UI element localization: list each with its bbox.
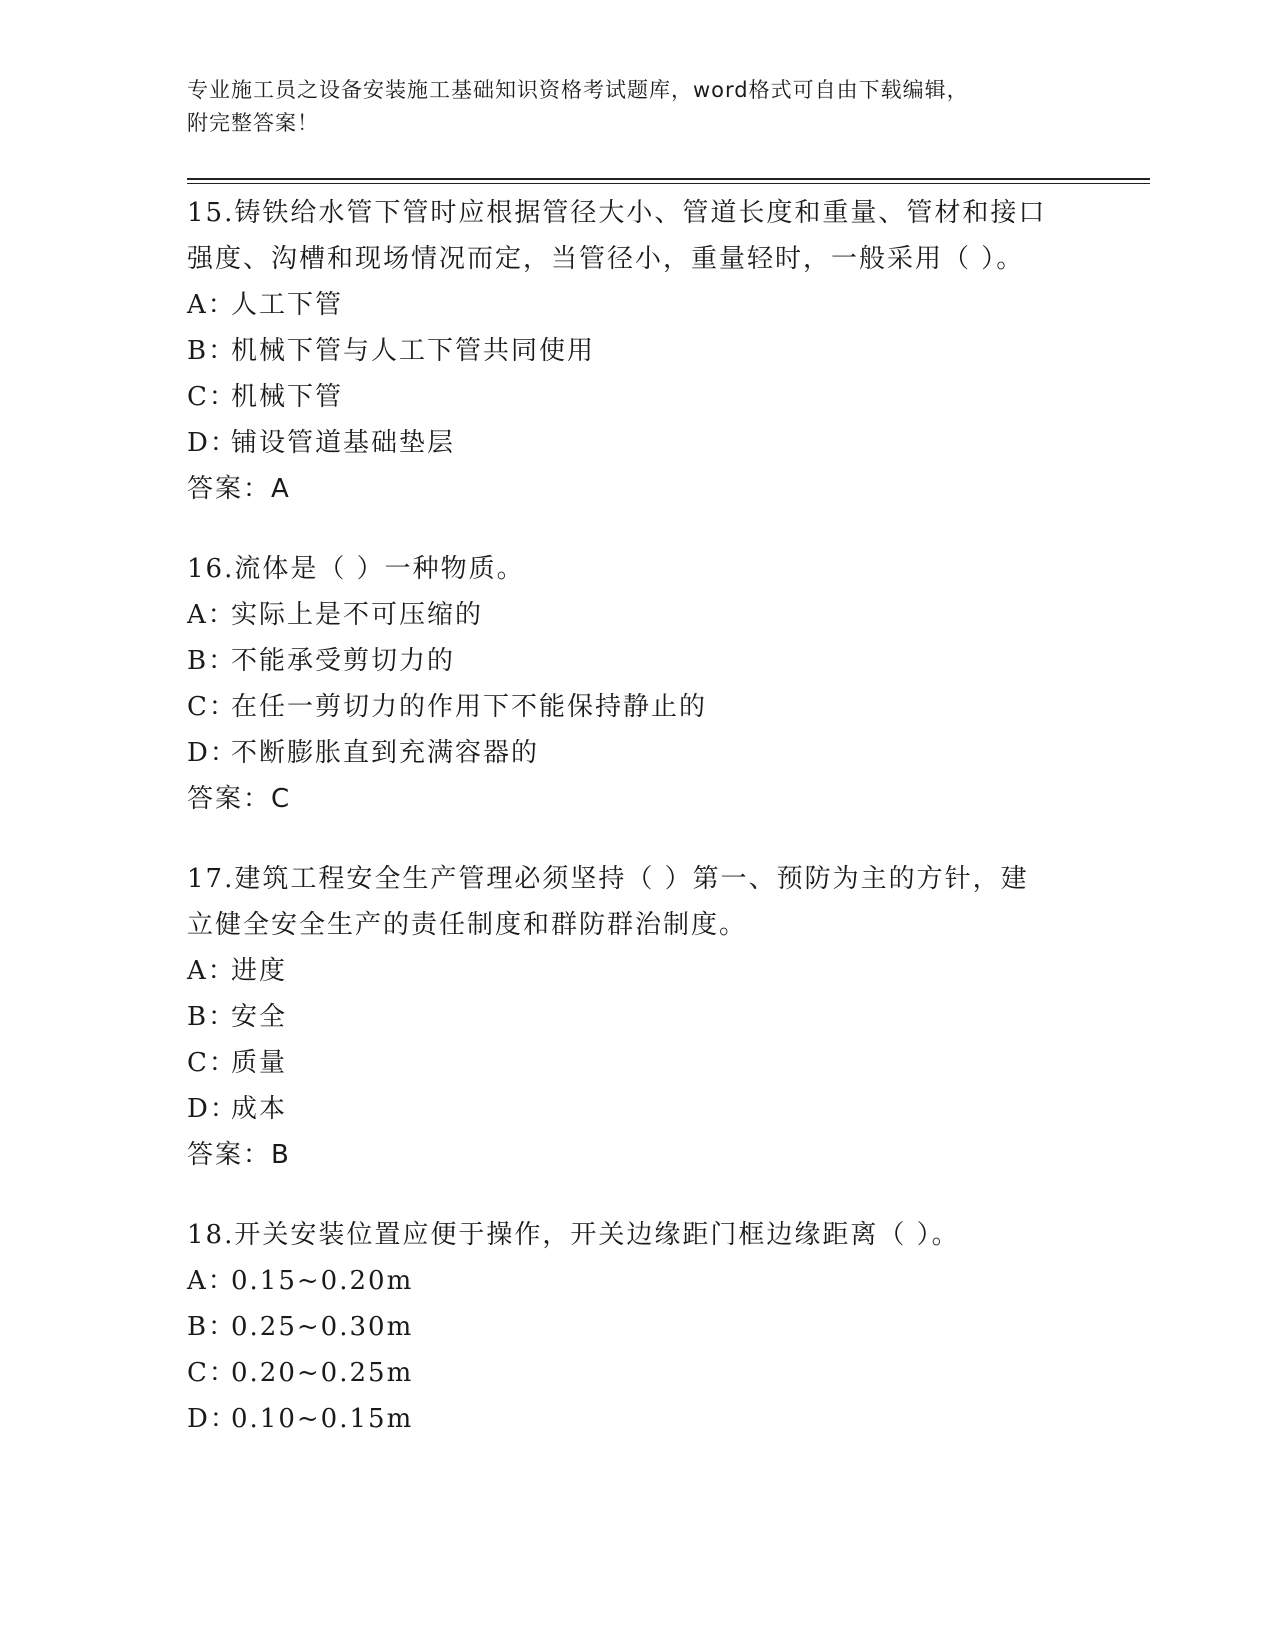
option-text: 不能承受剪切力的 — [231, 646, 456, 676]
option-b — [187, 994, 1087, 1040]
answer-line: 答案：A — [187, 474, 291, 504]
question-16 — [187, 546, 1087, 822]
question-stem — [187, 190, 1087, 282]
option-a — [187, 1258, 1087, 1304]
option-text: 质量 — [231, 1048, 288, 1078]
option-key: C： — [187, 382, 237, 412]
option-text: 铺设管道基础垫层 — [231, 428, 456, 458]
question-stem-line: 强度、沟槽和现场情况而定，当管径小，重量轻时，一般采用（ ）。 — [187, 244, 1025, 274]
option-key: A： — [187, 290, 236, 320]
option-key: C： — [187, 692, 237, 722]
option-a — [187, 592, 1087, 638]
question-stem-line: 17.建筑工程安全生产管理必须坚持（ ）第一、预防为主的方针，建 — [187, 864, 1029, 894]
option-text: 机械下管与人工下管共同使用 — [231, 336, 596, 366]
question-stem — [187, 1212, 1087, 1258]
option-key: D： — [187, 1404, 238, 1434]
option-key: D： — [187, 428, 238, 458]
option-d — [187, 1396, 1087, 1442]
option-text: 安全 — [231, 1002, 288, 1032]
option-d — [187, 1086, 1087, 1132]
answer-line: 答案：B — [187, 1140, 291, 1170]
option-a — [187, 948, 1087, 994]
option-key: C： — [187, 1048, 237, 1078]
header-line-1: 专业施工员之设备安装施工基础知识资格考试题库，word格式可自由下载编辑， — [187, 78, 969, 102]
option-key: B： — [187, 646, 237, 676]
option-key: A： — [187, 600, 236, 630]
question-stem-line: 16.流体是（ ）一种物质。 — [187, 554, 525, 584]
question-17 — [187, 856, 1087, 1178]
option-d — [187, 730, 1087, 776]
question-15 — [187, 190, 1087, 512]
option-b — [187, 328, 1087, 374]
question-18 — [187, 1212, 1087, 1442]
option-d — [187, 420, 1087, 466]
option-key: B： — [187, 336, 237, 366]
option-b — [187, 1304, 1087, 1350]
document-header — [187, 74, 1087, 140]
option-c — [187, 1350, 1087, 1396]
question-stem — [187, 546, 1087, 592]
option-key: D： — [187, 1094, 238, 1124]
option-text: 0.10~0.15m — [231, 1404, 414, 1434]
option-key: A： — [187, 956, 236, 986]
option-text: 0.25~0.30m — [231, 1312, 414, 1342]
option-text: 0.15~0.20m — [231, 1266, 414, 1296]
option-text: 在任一剪切力的作用下不能保持静止的 — [231, 692, 708, 722]
option-key: B： — [187, 1312, 237, 1342]
option-text: 进度 — [231, 956, 288, 986]
question-list — [187, 190, 1087, 1476]
option-text: 0.20~0.25m — [231, 1358, 414, 1388]
question-stem-line: 立健全安全生产的责任制度和群防群治制度。 — [187, 910, 748, 940]
option-a — [187, 282, 1087, 328]
answer-line: 答案：C — [187, 784, 292, 814]
option-text: 实际上是不可压缩的 — [231, 600, 484, 630]
option-key: C： — [187, 1358, 237, 1388]
header-divider-thin — [187, 183, 1150, 184]
option-text: 成本 — [231, 1094, 288, 1124]
option-key: A： — [187, 1266, 236, 1296]
option-key: B： — [187, 1002, 237, 1032]
option-key: D： — [187, 738, 238, 768]
question-stem-line: 18.开关安装位置应便于操作，开关边缘距门框边缘距离（ ）。 — [187, 1220, 960, 1250]
header-divider-thick — [187, 178, 1150, 180]
option-c — [187, 684, 1087, 730]
question-stem — [187, 856, 1087, 948]
option-text: 人工下管 — [231, 290, 344, 320]
option-b — [187, 638, 1087, 684]
header-line-2: 附完整答案！ — [187, 111, 319, 135]
option-text: 机械下管 — [231, 382, 344, 412]
question-stem-line: 15.铸铁给水管下管时应根据管径大小、管道长度和重量、管材和接口 — [187, 198, 1047, 228]
option-c — [187, 374, 1087, 420]
option-c — [187, 1040, 1087, 1086]
option-text: 不断膨胀直到充满容器的 — [231, 738, 540, 768]
